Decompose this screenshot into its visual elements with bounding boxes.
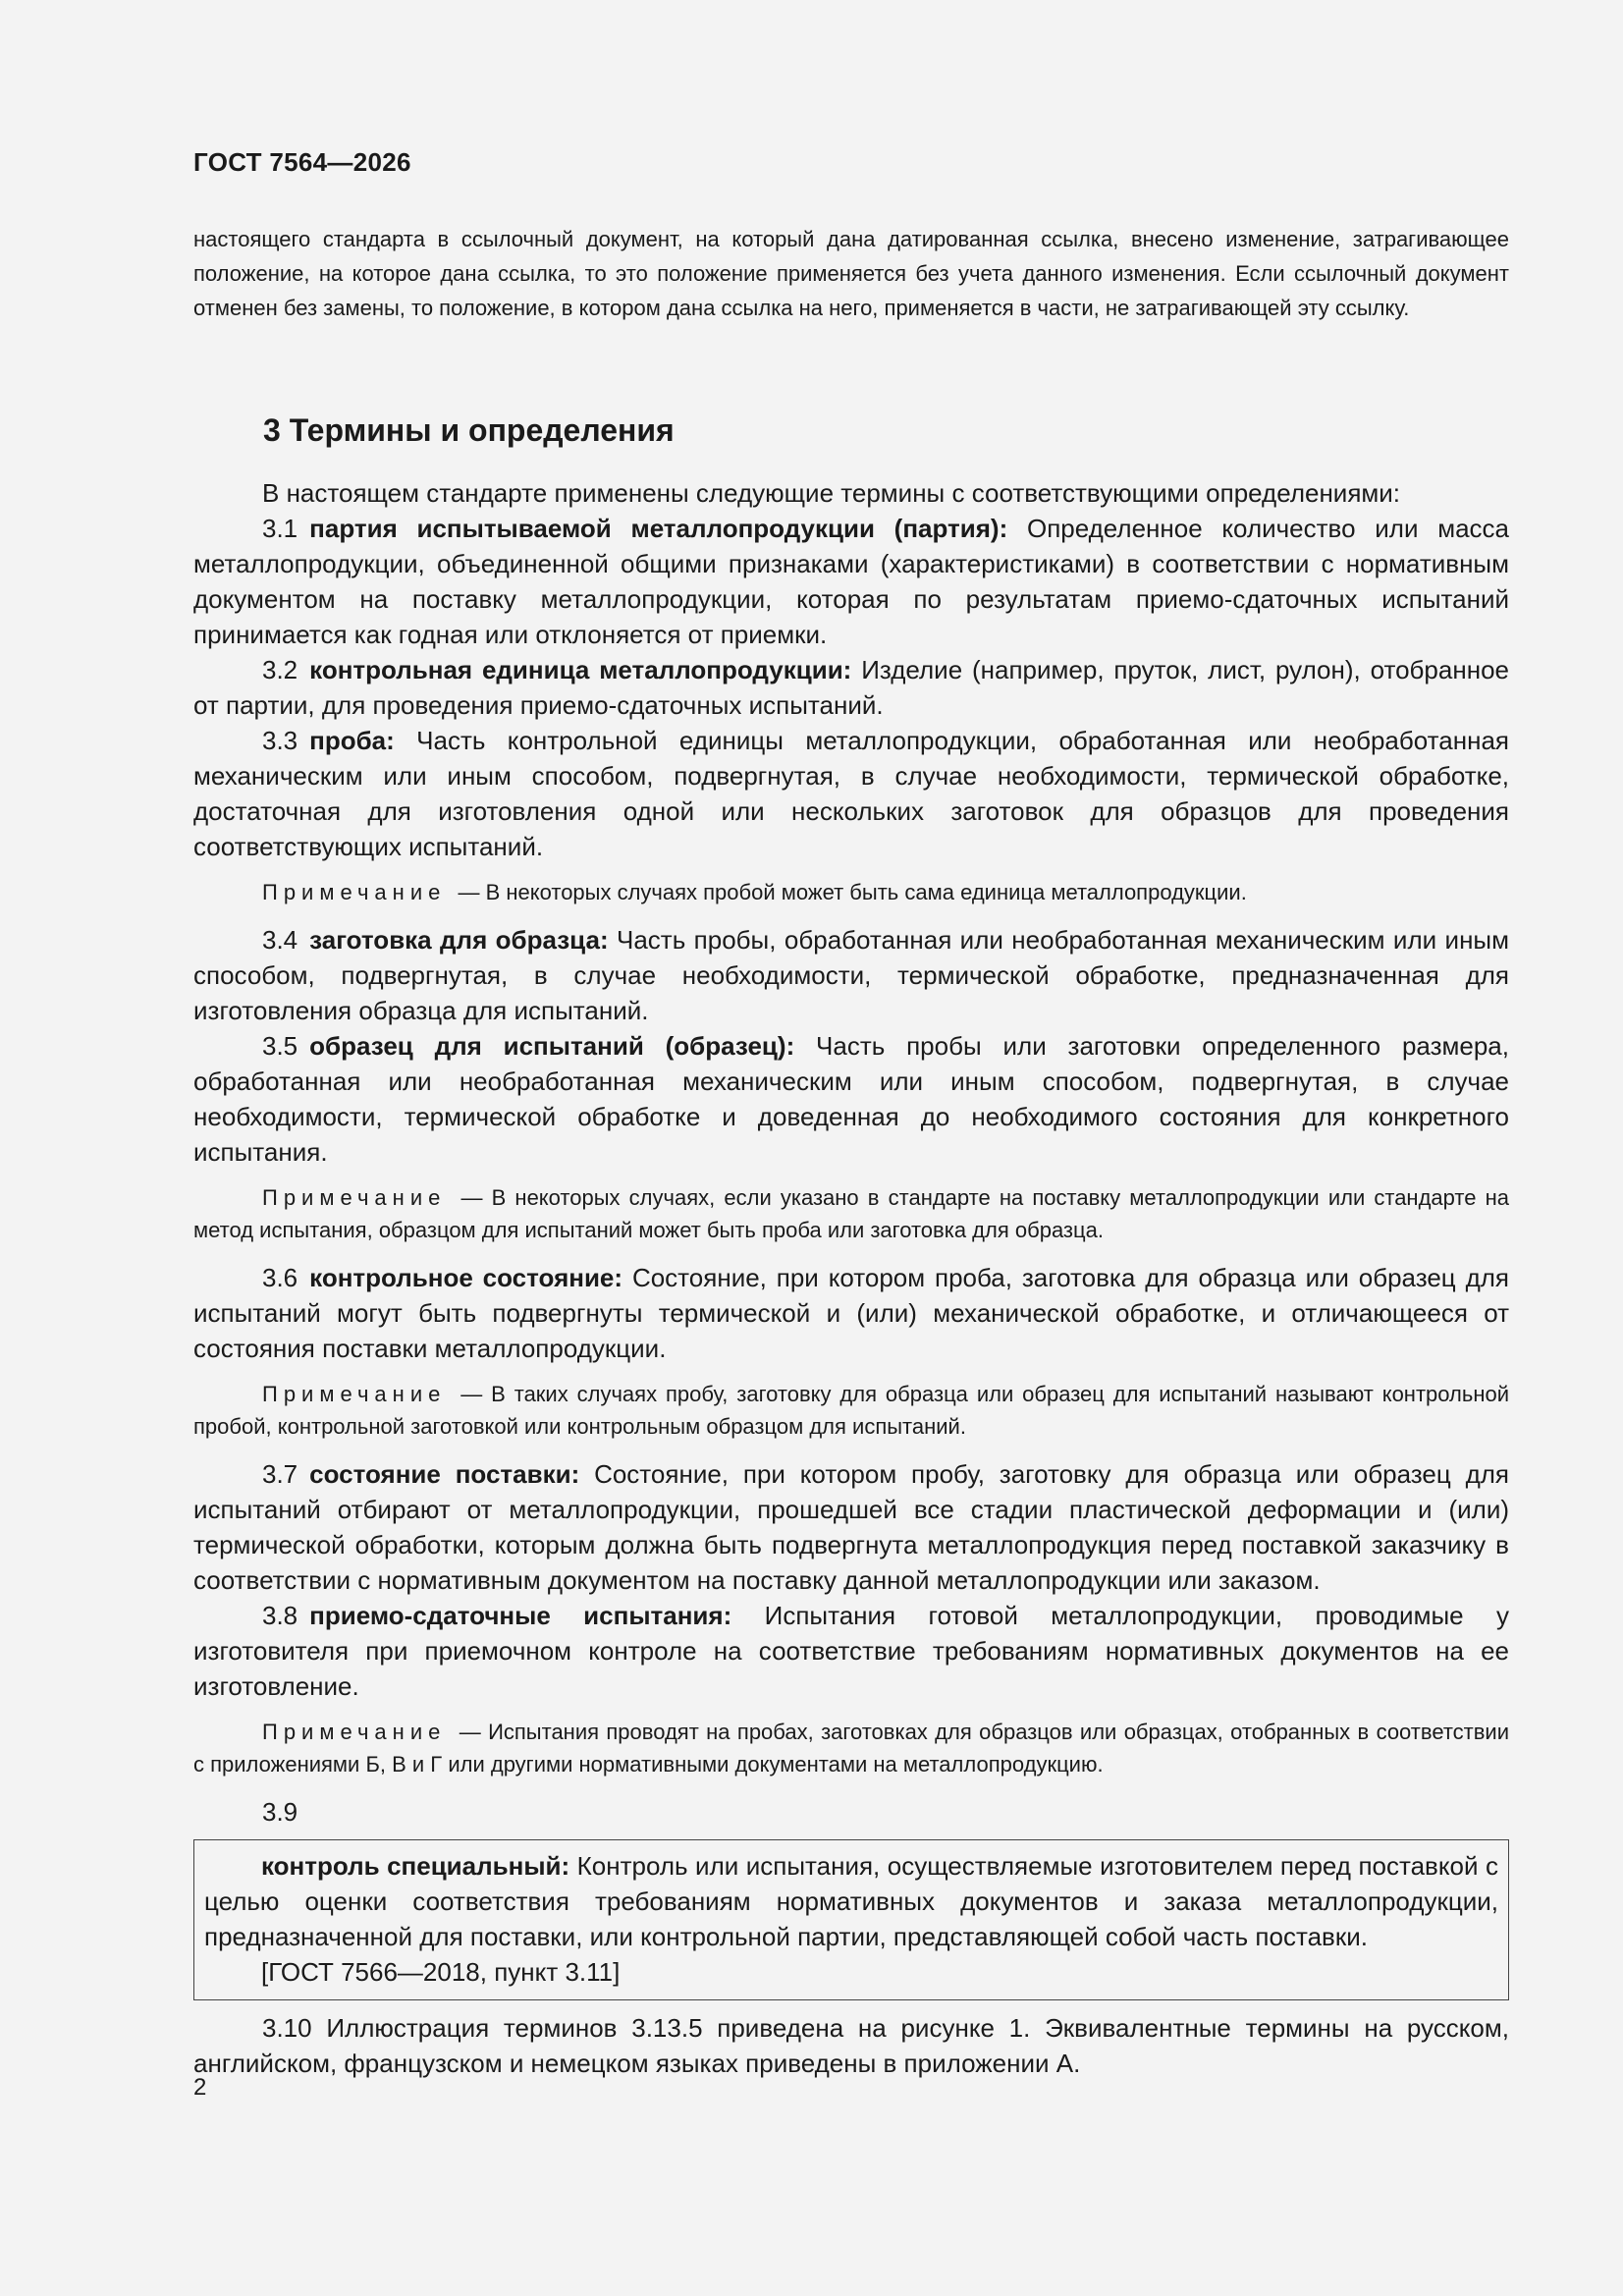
term-name: контрольная единица металлопродукции:: [309, 655, 852, 684]
note-label: Примечание: [262, 880, 447, 904]
term-3-9-reference: [ГОСТ 7566—2018, пункт 3.11]: [261, 1957, 621, 1987]
term-name: образец для испытаний (образец):: [309, 1031, 795, 1061]
note-label: Примечание: [262, 1720, 447, 1744]
term-definition: Состояние, при котором проба, заготовка для образца или образец для испытаний могут быть подвергнуты термической и (или) механической обработке, и отличающееся от состояния поставки металлопродукции.: [193, 1263, 1509, 1363]
term-3-10: [193, 2010, 1509, 2081]
section-title: 3 Термины и определения: [263, 412, 675, 448]
document-header: ГОСТ 7564—2026: [193, 147, 411, 177]
term-3-9-number: 3.9: [262, 1797, 298, 1827]
term-name: партия испытываемой металлопродукции (партия):: [309, 514, 1008, 543]
term-3-9: [204, 1848, 1498, 1954]
note-label: Примечание: [262, 1382, 447, 1406]
term-definition: Изделие (например, пруток, лист, рулон), отобранное от партии, для проведения приемо-сдаточных испытаний.: [193, 655, 1509, 720]
term-number: 3.7: [262, 1459, 298, 1489]
note-text: — В некоторых случаях пробой может быть сама единица металлопродукции.: [452, 880, 1247, 904]
term-definition: Испытания готовой металлопродукции, проводимые у изготовителя при приемочном контроле на соответствие требованиям нормативных документов на ее изготовление.: [193, 1601, 1509, 1701]
term-3-9-box: [193, 1839, 1509, 2000]
term-name: состояние поставки:: [309, 1459, 580, 1489]
term-3-6: [193, 1260, 1509, 1366]
term-name: заготовка для образца:: [309, 925, 609, 955]
note-3-5: [193, 1181, 1509, 1246]
term-3-7: [193, 1456, 1509, 1598]
term-number: 3.8: [262, 1601, 298, 1630]
note-3-6: [193, 1378, 1509, 1443]
section-body: [193, 475, 1509, 2081]
term-number: 3.5: [262, 1031, 298, 1061]
term-definition: Часть пробы или заготовки определенного размера, обработанная или необработанная механическим или иным способом, подвергнутая, в случае необходимости, термической обработке и доведенная до необходимого состояния для конкретного испытания.: [193, 1031, 1509, 1167]
note-label: Примечание: [262, 1185, 447, 1210]
term-definition: Часть контрольной единицы металлопродукции, обработанная или необработанная механическим или иным способом, подвергнутая, в случае необходимости, термической обработке, достаточная для изготовления одной или нескольких заготовок для образцов для проведения соответствующих испытаний.: [193, 726, 1509, 861]
term-name: контроль специальный:: [261, 1851, 570, 1881]
term-number: 3.10: [262, 2013, 312, 2043]
term-definition: Определенное количество или масса металлопродукции, объединенной общими признаками (характеристиками) в соответствии с нормативным документом на поставку металлопродукции, которая по результатам приемо-сдаточных испытаний принимается как годная или отклоняется от приемки.: [193, 514, 1509, 649]
term-3-8: [193, 1598, 1509, 1704]
term-text: Иллюстрация терминов 3.13.5 приведена на рисунке 1. Эквивалентные термины на русском, английском, французском и немецком языках приведены в приложении А.: [193, 2013, 1509, 2078]
section-lead: В настоящем стандарте применены следующие термины с соответствующими определениями:: [262, 478, 1401, 508]
note-3-8: [193, 1716, 1509, 1780]
note-3-3: [193, 876, 1509, 908]
intro-paragraph: настоящего стандарта в ссылочный документ, на который дана датированная ссылка, внесено изменение, затрагивающее положение, на которое дана ссылка, то это положение применяется без учета данного изменения. Если ссылочный документ отменен без замены, то положение, в котором дана ссылка на него, применяется в части, не затрагивающей эту ссылку.: [193, 227, 1509, 320]
term-name: контрольное состояние:: [309, 1263, 623, 1292]
term-3-1: [193, 511, 1509, 652]
note-text: — В некоторых случаях, если указано в стандарте на поставку металлопродукции или стандарте на метод испытания, образцом для испытаний может быть проба или заготовка для образца.: [193, 1185, 1509, 1242]
term-number: 3.3: [262, 726, 298, 755]
note-text: — Испытания проводят на пробах, заготовках для образцов или образцах, отобранных в соответствии с приложениями Б, В и Г или другими нормативными документами на металлопродукцию.: [193, 1720, 1509, 1777]
term-3-4: [193, 922, 1509, 1028]
term-name: проба:: [309, 726, 395, 755]
term-number: 3.1: [262, 514, 298, 543]
term-3-3: [193, 723, 1509, 864]
term-definition: Часть пробы, обработанная или необработанная механическим или иным способом, подвергнутая, в случае необходимости, термической обработке, предназначенная для изготовления образца для испытаний.: [193, 925, 1509, 1025]
term-number: 3.4: [262, 925, 298, 955]
term-definition: Контроль или испытания, осуществляемые изготовителем перед поставкой с целью оценки соответствия требованиям нормативных документов и заказа металлопродукции, предназначенной для поставки, или контрольной партии, представляющей собой часть поставки.: [204, 1851, 1498, 1951]
note-text: — В таких случаях пробу, заготовку для образца или образец для испытаний называют контрольной пробой, контрольной заготовкой или контрольным образцом для испытаний.: [193, 1382, 1509, 1439]
page-number: 2: [193, 2074, 207, 2101]
term-3-2: [193, 652, 1509, 723]
term-3-5: [193, 1028, 1509, 1170]
term-definition: Состояние, при котором пробу, заготовку для образца или образец для испытаний отбирают от металлопродукции, прошедшей все стадии пластической деформации и (или) термической обработки, которым должна быть подвергнута металлопродукция перед поставкой заказчику в соответствии с нормативным документом на поставку данной металлопродукции или заказом.: [193, 1459, 1509, 1595]
term-name: приемо-сдаточные испытания:: [309, 1601, 732, 1630]
term-number: 3.6: [262, 1263, 298, 1292]
term-number: 3.2: [262, 655, 298, 684]
